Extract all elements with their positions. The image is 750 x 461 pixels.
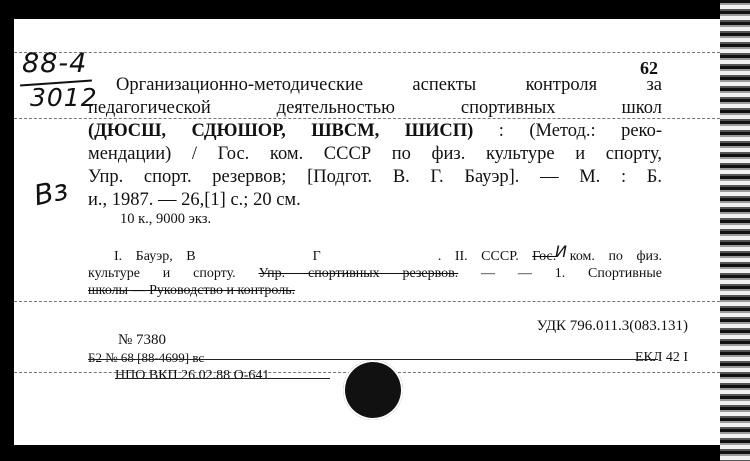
tracing-line [88,282,662,299]
handwritten-side-note: Вз [30,172,72,213]
struck-text: Гос. [532,249,557,264]
printer-info: НПО ВКП 26.02.88 О-641 [115,368,270,383]
body-line: Упр. спорт. резервов; [Подгот. В. Г. Бауэр]. — М. : Б. [88,167,662,187]
tracing-line [88,248,662,265]
ekl-code: ЕКЛ 42 І [634,350,688,365]
tracing-text: культуре и спорту. [88,266,236,281]
tracings [88,248,662,299]
tracing-corporate: . II. СССР. [437,249,519,264]
handwritten-code-top: 88-4 [22,48,88,79]
body-line: мендации) / Гос. ком. СССР по физ. культуре и спорту, [88,144,662,164]
tracing-line [88,265,662,282]
bibliographic-entry [88,74,662,212]
struck-text: Упр. спортивных резервов. [258,266,459,281]
tracing-author: I. Бауэр, В [114,249,196,264]
body-line: и., 1987. — 26,[1] с.; 20 см. [88,190,301,210]
schools-abbreviation: (ДЮСШ, СДЮШОР, ШВСМ, ШИСП) [88,121,474,141]
tracing-corporate-rest: ком. по физ. [569,249,663,264]
registration-number: № 7380 [118,332,167,348]
card-guide-line [14,301,720,302]
subject-heading: школы — Руководство и контроль. [88,283,296,298]
handwritten-mark: И [555,242,567,261]
bibliography-code: Б2 № 68 [88-4699] вс [88,350,205,365]
abbreviation-tail: : (Метод.: реко- [498,121,663,141]
title-line: педагогической деятельностью спортивных школ [88,98,662,118]
handwritten-code-bottom: 3012 [30,83,98,112]
card-guide-line [14,52,720,53]
title-line: Организационно-методические аспекты контроля за [116,75,662,95]
scan-edge [720,0,750,461]
subject-heading: — — 1. Спортивные [481,266,662,281]
price-and-print-run: 10 к., 9000 экз. [120,211,212,227]
card-punch-hole [343,360,403,420]
udc-classification: УДК 796.011.3(083.131) [536,318,688,334]
page-number: 62 [640,58,658,78]
strike-rule [115,378,330,379]
tracing-author-initial: Г [312,249,321,264]
abbreviation-line [88,120,662,143]
